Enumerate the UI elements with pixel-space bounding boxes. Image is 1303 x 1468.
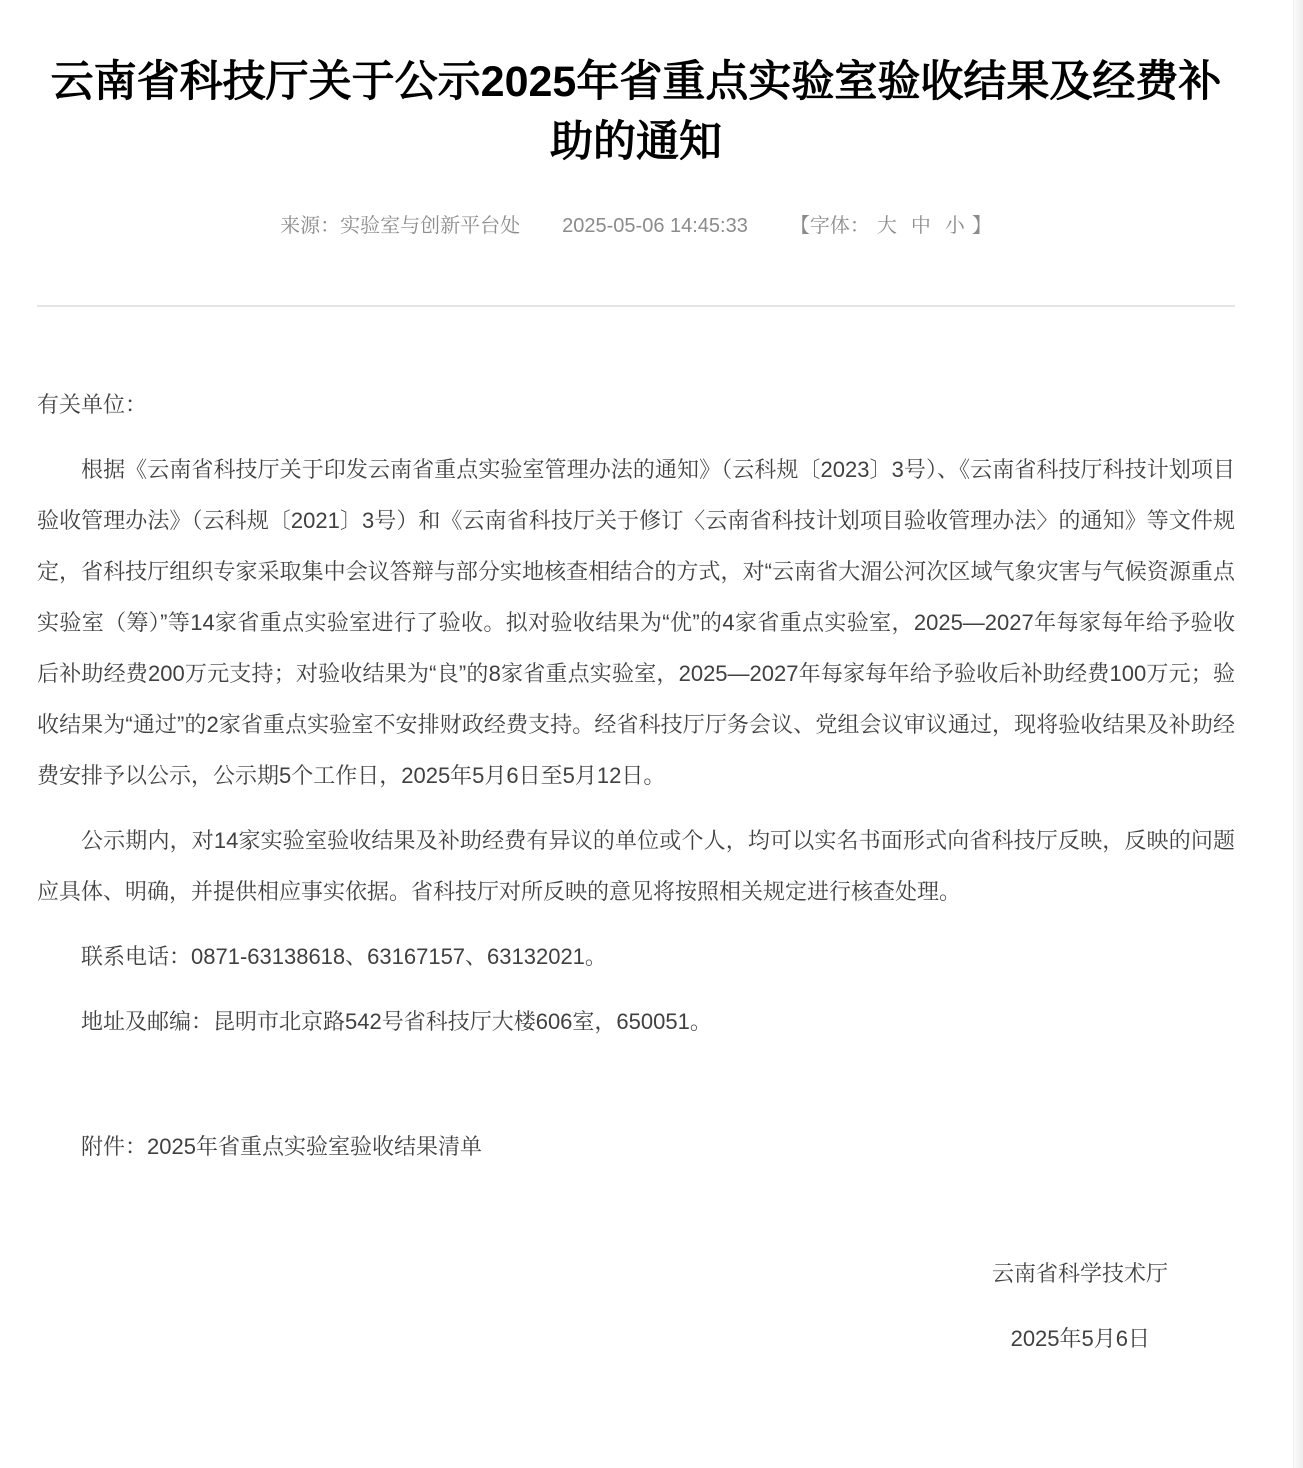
article-title: 云南省科技厅关于公示2025年省重点实验室验收结果及经费补助的通知 [50,58,1222,166]
meta-source: 来源：实验室与创新平台处 [280,215,521,237]
contact-phone-line: 联系电话：0871-63138618、63167157、63132021。 [81,944,607,969]
page-scrollbar[interactable] [1293,0,1303,1468]
font-switcher-close-bracket: 】 [971,215,992,237]
font-size-switcher [790,212,992,240]
font-size-large-button[interactable]: 大 [876,215,897,237]
meta-datetime: 2025-05-06 14:45:33 [562,215,748,237]
signature-organization: 云南省科学技术厅 [991,1261,1168,1286]
contact-address-line: 地址及邮编：昆明市北京路542号省科技厅大楼606室，650051。 [81,1009,712,1034]
font-size-small-button[interactable]: 小 [944,215,965,237]
body-paragraph-2: 公示期内，对14家实验室验收结果及补助经费有异议的单位或个人，均可以实名书面形式向省科技厅反映，反映的问题应具体、明确，并提供相应事实依据。省科技厅对所反映的意见将按照相关规定进行核查处理。 [37,828,1235,904]
attachment-label: 附件： [81,1134,148,1159]
attachment-link[interactable]: 2025年省重点实验室验收结果清单 [147,1134,482,1159]
signature-date: 2025年5月6日 [1010,1326,1150,1351]
attachment-line [37,1121,1235,1172]
article-meta [37,212,1235,240]
article-body [37,307,1235,1364]
font-switcher-open-bracket: 【字体： [789,215,870,237]
salutation-line: 有关单位： [37,392,148,417]
font-size-medium-button[interactable]: 中 [910,215,931,237]
signature-block [37,1248,1235,1364]
body-paragraph-1: 根据《云南省科技厅关于印发云南省重点实验室管理办法的通知》（云科规〔2023〕3号）、《云南省科技厅科技计划项目验收管理办法》（云科规〔2021〕3号）和《云南省科技厅关于修订〈云南省科技计划项目验收管理办法〉的通知》等文件规定，省科技厅组织专家采取集中会议答辩与部分实地核查相结合的方式，对“云南省大湄公河次区域气象灾害与气候资源重点实验室（筹）”等14家省重点实验室进行了验收。拟对验收结果为“优”的4家省重点实验室，2025—2027年每家每年给予验收后补助经费200万元支持；对验收结果为“良”的8家省重点实验室，2025—2027年每家每年给予验收后补助经费100万元；验收结果为“通过”的2家省重点实验室不安排财政经费支持。经省科技厅厅务会议、党组会议审议通过，现将验收结果及补助经费安排予以公示，公示期5个工作日，2025年5月6日至5月12日。 [37,457,1235,788]
